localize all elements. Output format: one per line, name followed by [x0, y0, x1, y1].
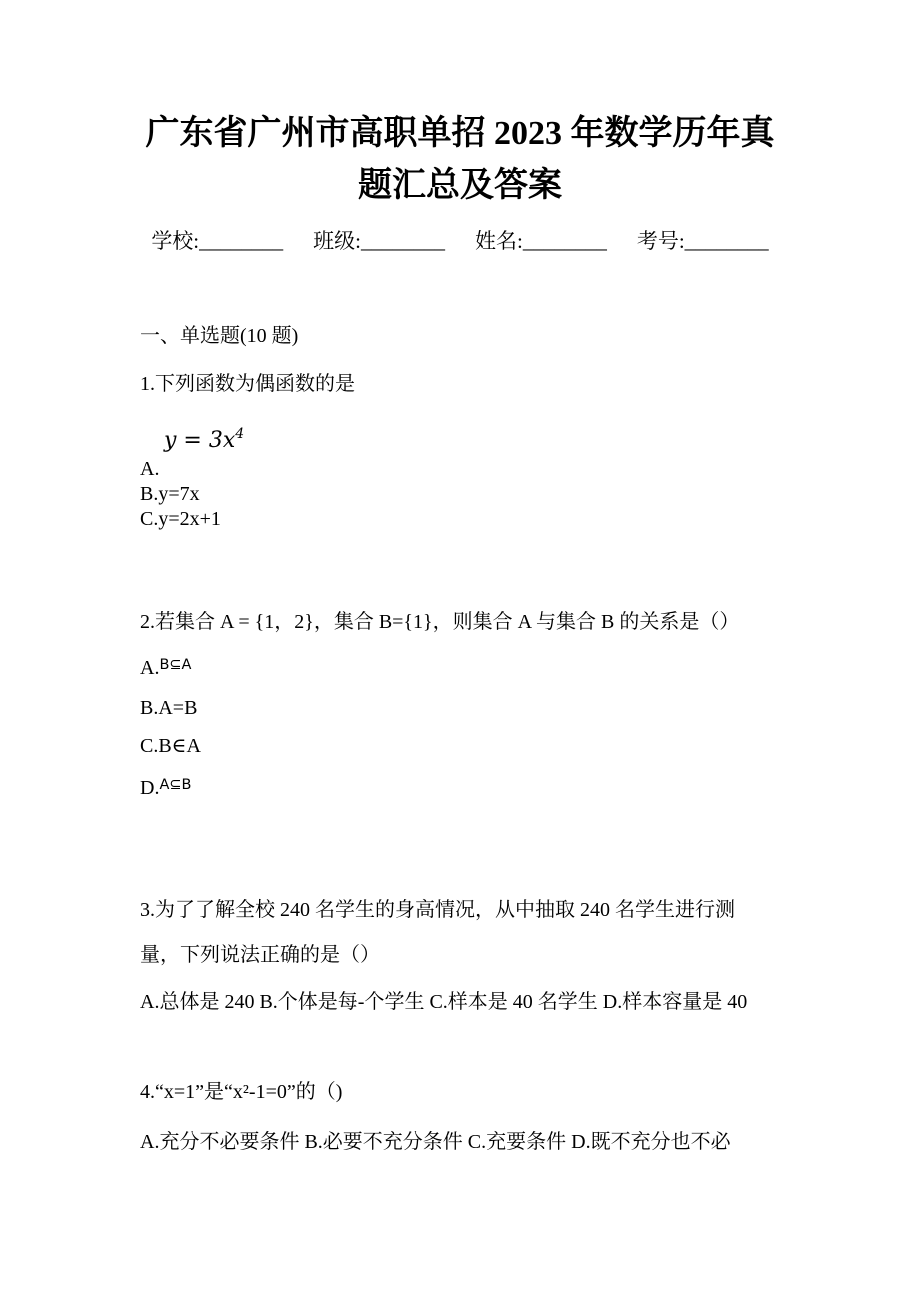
question-2-option-d — [140, 776, 882, 802]
question-2-option-c: C.B∈A — [140, 735, 201, 757]
document-title — [0, 0, 920, 212]
question-2-option-b: B.A=B — [140, 697, 198, 719]
question-1-option-a: A. — [140, 458, 160, 480]
option-d-prefix: D. — [140, 777, 160, 799]
question-2-text: 2.若集合 A = {1，2}，集合 B={1}，则集合 A 与集合 B 的关系是（） — [140, 611, 740, 633]
document-title-line2: 题汇总及答案 — [358, 167, 562, 204]
document-title-line1: 广东省广州市高职单招 2023 年数学历年真 — [145, 115, 775, 152]
student-info-line — [0, 226, 920, 256]
school-blank: 学校:________ — [151, 229, 284, 253]
question-2-options — [140, 656, 882, 802]
section-heading: 一、单选题(10 题) — [140, 325, 299, 347]
exam-number-blank: 考号:________ — [636, 229, 769, 253]
formula-base: y = 3x — [164, 428, 236, 453]
question-1-option-b: B.y=7x — [140, 483, 200, 505]
option-a-prefix: A. — [140, 657, 160, 679]
option-a-math: B⊆A — [159, 657, 192, 673]
question-1-text: 1.下列函数为偶函数的是 — [140, 373, 355, 395]
question-1-formula — [164, 420, 882, 455]
class-blank: 班级:________ — [313, 229, 445, 253]
question-1-options — [140, 457, 882, 532]
question-4-options: A.充分不必要条件 B.必要不充分条件 C.充要条件 D.既不充分也不必 — [140, 1131, 731, 1153]
question-3-text-line1: 3.为了了解全校 240 名学生的身高情况，从中抽取 240 名学生进行测 — [140, 899, 735, 921]
question-1-option-c: C.y=2x+1 — [140, 508, 221, 530]
question-3-text — [140, 888, 882, 978]
question-2-option-a — [140, 656, 882, 682]
question-3-options: A.总体是 240 B.个体是每-个学生 C.样本是 40 名学生 D.样本容量是 40 — [140, 991, 748, 1013]
option-d-math: A⊆B — [159, 777, 192, 793]
name-blank: 姓名:________ — [475, 229, 607, 253]
formula-exponent: 4 — [235, 426, 245, 442]
question-3-text-line2: 量，下列说法正确的是（） — [140, 944, 380, 966]
question-4-text: 4.“x=1”是“x²-1=0”的（) — [140, 1081, 343, 1103]
document-body — [140, 322, 882, 1157]
